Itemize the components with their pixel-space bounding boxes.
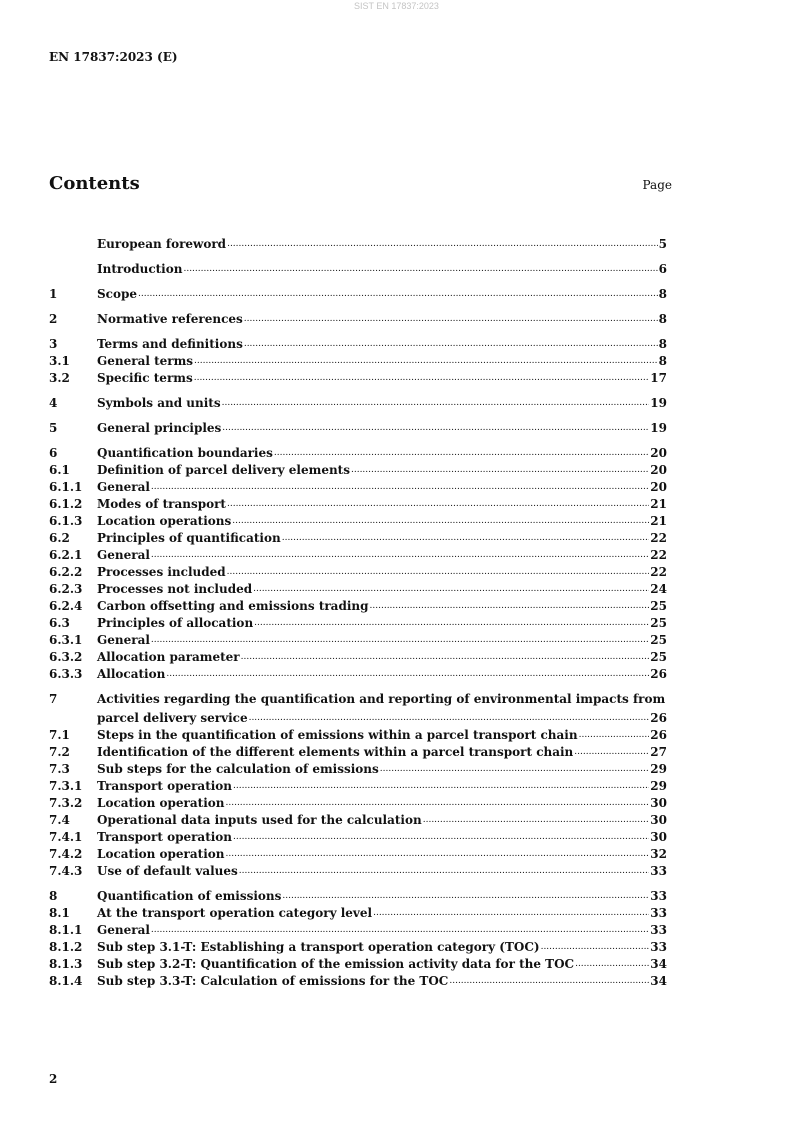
toc-entry-title: Scope [97,287,138,301]
toc-leader-dots [449,971,649,990]
toc-entry-title-continued: parcel delivery service [97,711,248,725]
toc-entry-number: 6.3.1 [49,633,83,647]
toc-entry-number: 8.1.4 [49,974,83,988]
toc-entry-number: 6.2 [49,531,70,545]
toc-entry[interactable] [49,666,667,683]
toc-leader-dots [194,368,650,387]
toc-entry-number: 6.1.2 [49,497,83,511]
toc-entry-page: 33 [650,923,667,937]
toc-leader-dots [239,861,650,880]
toc-entry-page: 20 [650,480,667,494]
toc-entry-page: 17 [650,371,667,385]
toc-entry-page: 24 [650,582,667,596]
toc-entry-page: 8 [658,354,667,368]
toc-entry-title: At the transport operation category level [97,906,373,920]
toc-entry[interactable] [49,973,667,990]
toc-entry[interactable] [49,261,667,278]
toc-entry-page: 29 [650,762,667,776]
toc-entry-page: 20 [650,446,667,460]
toc-entry-number: 7.3.1 [49,779,83,793]
toc-entry-title: Allocation parameter [97,650,240,664]
toc-entry-page: 26 [650,728,667,742]
toc-entry-title: General [97,633,150,647]
toc-entry-title: Operational data inputs used for the calculation [97,813,422,827]
toc-leader-dots [183,259,657,278]
toc-leader-dots [222,393,650,412]
toc-leader-dots [222,418,649,437]
toc-entry-number: 2 [49,312,58,326]
toc-entry-page: 26 [650,667,667,681]
toc-entry-page: 25 [650,633,667,647]
toc-entry-page: 33 [650,889,667,903]
toc-entry-title: Steps in the quantification of emissions within a parcel transport chain [97,728,578,742]
toc-entry-number: 6.3 [49,616,70,630]
toc-entry-number: 8.1.3 [49,957,83,971]
toc-entry-title: Processes included [97,565,226,579]
toc-leader-dots [166,664,649,683]
toc-entry-number: 7.4.2 [49,847,83,861]
toc-entry-title: Definition of parcel delivery elements [97,463,350,477]
toc-entry-number: 6.2.1 [49,548,83,562]
toc-entry-title: Terms and definitions [97,337,243,351]
toc-entry-page: 30 [650,830,667,844]
toc-entry-page: 6 [658,262,667,276]
toc-entry-page: 29 [650,779,667,793]
toc-entry-title: Carbon offsetting and emissions trading [97,599,369,613]
document-identifier: EN 17837:2023 (E) [49,50,178,64]
contents-heading: Contents [49,173,140,194]
toc-entry-title: Transport operation [97,830,233,844]
toc-entry-number: 7.4.1 [49,830,83,844]
toc-entry-page: 19 [650,421,667,435]
toc-entry-number: 8.1 [49,906,70,920]
toc-entry-number: 8.1.2 [49,940,83,954]
page-number: 2 [49,1072,58,1086]
toc-entry[interactable] [49,370,667,387]
toc-entry-page: 8 [658,312,667,326]
toc-entry-number: 7.4.3 [49,864,83,878]
toc-entry-number: 7.3 [49,762,70,776]
toc-entry[interactable] [49,236,667,253]
toc-entry-page: 19 [650,396,667,410]
toc-entry-title: Sub steps for the calculation of emissions [97,762,379,776]
toc-entry-page: 25 [650,616,667,630]
table-of-contents [49,236,667,990]
toc-entry-number: 5 [49,421,58,435]
toc-leader-dots [244,309,658,328]
toc-entry-number: 6.1.1 [49,480,83,494]
toc-entry-page: 25 [650,650,667,664]
toc-entry-page: 21 [650,514,667,528]
toc-entry-title: Specific terms [97,371,193,385]
toc-entry-title: Identification of the different elements within a parcel transport chain [97,745,574,759]
toc-entry-title: General [97,923,150,937]
toc-entry-title: Processes not included [97,582,253,596]
toc-entry[interactable] [49,311,667,328]
toc-entry-number: 6.3.3 [49,667,83,681]
toc-entry-title: Normative references [97,312,243,326]
watermark: SIST EN 17837:2023 [354,1,439,11]
toc-entry-number: 6.2.2 [49,565,83,579]
toc-entry-title: Location operation [97,796,225,810]
toc-entry-number: 3 [49,337,58,351]
toc-entry-title: General principles [97,421,222,435]
toc-entry-number: 6.1 [49,463,70,477]
toc-leader-dots [227,234,658,253]
toc-entry-title: Sub step 3.1-T: Establishing a transport operation category (TOC) [97,940,540,954]
toc-entry[interactable] [49,863,667,880]
toc-entry-page: 22 [650,531,667,545]
toc-entry-page: 34 [650,957,667,971]
toc-entry-number: 7.2 [49,745,70,759]
toc-entry-page: 8 [658,337,667,351]
toc-entry-page: 33 [650,864,667,878]
toc-entry-title: Symbols and units [97,396,221,410]
toc-entry-number: 7 [49,692,58,706]
toc-entry-number: 3.2 [49,371,70,385]
toc-entry-title: Allocation [97,667,166,681]
page-column-label: Page [642,178,672,192]
toc-entry[interactable] [49,691,667,727]
toc-entry-number: 6.1.3 [49,514,83,528]
toc-entry-page: 5 [658,237,667,251]
toc-entry-page: 25 [650,599,667,613]
toc-entry-number: 6.2.4 [49,599,83,613]
toc-entry-title: Location operation [97,847,225,861]
toc-entry-title: Sub step 3.2-T: Quantification of the emission activity data for the TOC [97,957,575,971]
toc-entry-title: Introduction [97,262,183,276]
toc-entry-title: Transport operation [97,779,233,793]
toc-entry-number: 8 [49,889,58,903]
toc-entry[interactable] [49,286,667,303]
toc-entry-title: Activities regarding the quantification and reporting of environmental impacts from [97,692,666,706]
toc-leader-dots [138,284,658,303]
toc-entry-number: 7.1 [49,728,70,742]
toc-entry-page: 22 [650,548,667,562]
toc-entry-page: 21 [650,497,667,511]
toc-entry-title: European foreword [97,237,227,251]
toc-entry-page: 20 [650,463,667,477]
toc-entry-title: Sub step 3.3-T: Calculation of emissions for the TOC [97,974,449,988]
toc-entry-page: 22 [650,565,667,579]
toc-entry-number: 3.1 [49,354,70,368]
toc-entry-title: General [97,480,150,494]
toc-entry-page: 33 [650,906,667,920]
toc-entry-number: 7.4 [49,813,70,827]
toc-entry-page: 33 [650,940,667,954]
toc-entry-title: General [97,548,150,562]
toc-entry-title: Quantification of emissions [97,889,282,903]
toc-entry-page: 30 [650,796,667,810]
toc-entry-title: Use of default values [97,864,238,878]
toc-entry-title: Quantification boundaries [97,446,273,460]
toc-entry-number: 7.3.2 [49,796,83,810]
toc-entry-number: 6.3.2 [49,650,83,664]
toc-entry-number: 1 [49,287,58,301]
toc-entry-title: General terms [97,354,194,368]
toc-entry-page: 27 [650,745,667,759]
toc-entry-title: Principles of allocation [97,616,254,630]
toc-entry-page: 30 [650,813,667,827]
toc-entry-page: 32 [650,847,667,861]
toc-entry-title: Modes of transport [97,497,226,511]
toc-entry-number: 8.1.1 [49,923,83,937]
toc-entry-page: 8 [658,287,667,301]
toc-entry-page: 34 [650,974,667,988]
toc-entry-page: 26 [650,711,667,725]
toc-entry[interactable] [49,395,667,412]
toc-entry-number: 6 [49,446,58,460]
toc-entry-number: 6.2.3 [49,582,83,596]
toc-entry-number: 4 [49,396,58,410]
toc-entry[interactable] [49,420,667,437]
toc-entry-title: Principles of quantification [97,531,281,545]
toc-entry-title: Location operations [97,514,232,528]
